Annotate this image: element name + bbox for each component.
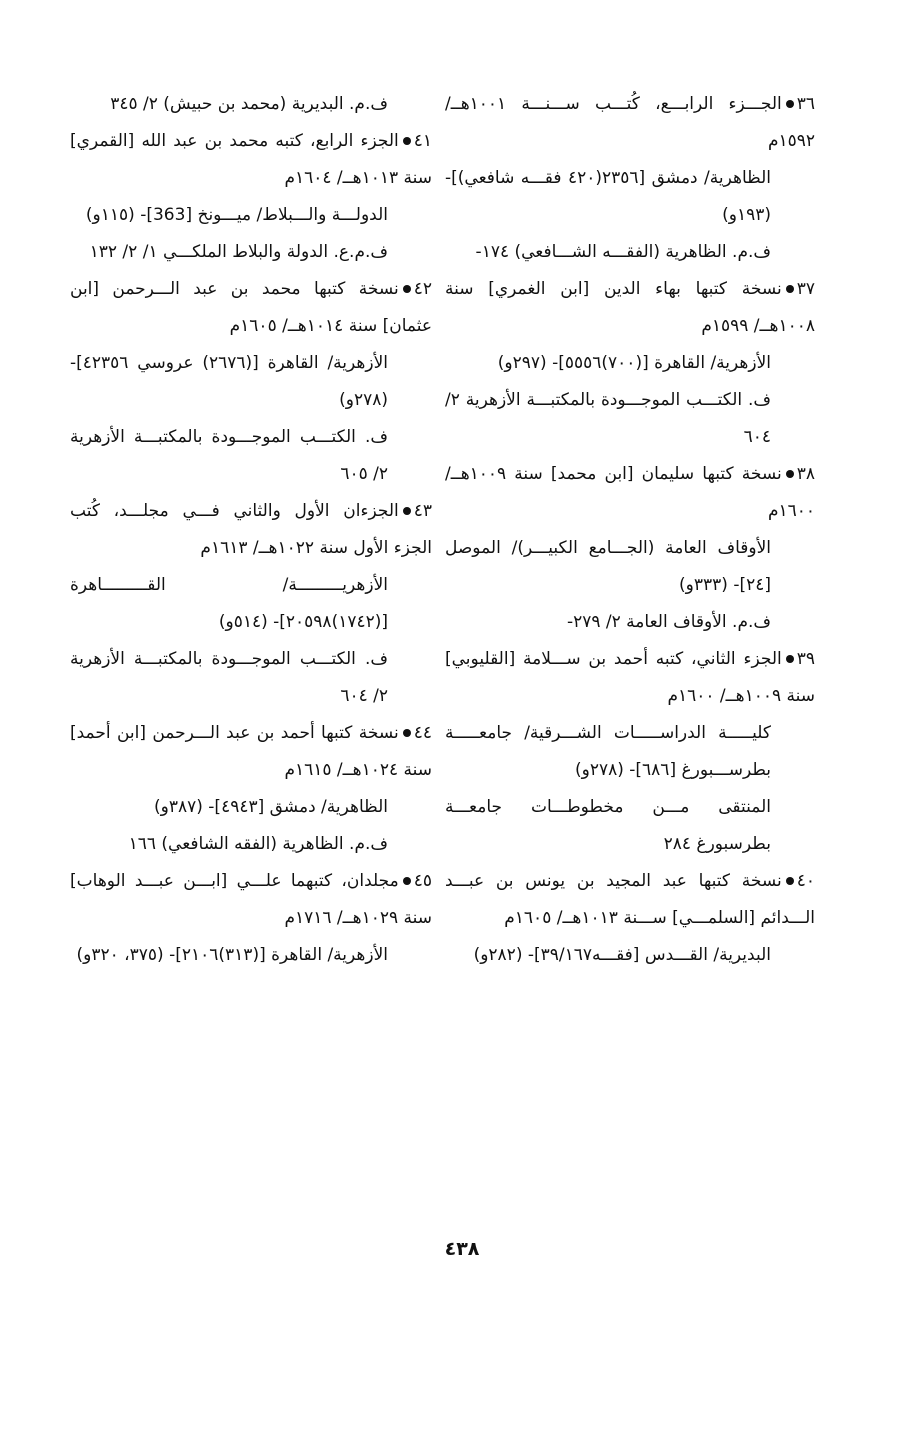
page-number: ٤٣٨ xyxy=(444,1238,480,1260)
entry-number: ٣٦ xyxy=(796,94,815,114)
entry-36 xyxy=(445,86,815,271)
entry-heading: الجزء الرابع، كتبه محمد بن عبد الله [القمري] سنة ١٠١٣هــ/ ١٦٠٤م xyxy=(70,131,432,188)
entry-line: ف.م.ع. الدولة والبلاط الملكـــي ١/ ٢/ ١٣٢ xyxy=(89,242,388,262)
entry-heading: نسخة كتبها سليمان [ابن محمد] سنة ١٠٠٩هــ/ ١٦٠٠م xyxy=(445,464,815,521)
entry-line: الظاهرية/ دمشق [٢٣٥٦(٤٢٠ فقـــه شافعي)]- (١٩٣و) xyxy=(445,168,771,225)
entry-line: الأوقاف العامة (الجـــامع الكبيـــر)/ الموصل [٢٤]- (٣٣٣و) xyxy=(445,538,771,595)
entry-number: ٤٠ xyxy=(796,871,815,891)
entry-number: ٤٣ xyxy=(413,501,432,521)
entry-number: ٤٤ xyxy=(413,723,432,743)
right-column xyxy=(445,86,815,974)
entry-42 xyxy=(70,271,432,493)
entry-40-continued xyxy=(70,86,432,123)
entry-line: ف.م. الظاهرية (الفقه الشافعي) ١٦٦ xyxy=(128,834,388,854)
entry-38 xyxy=(445,456,815,641)
entry-37 xyxy=(445,271,815,456)
bullet-icon xyxy=(786,877,794,885)
entry-number: ٤٢ xyxy=(413,279,432,299)
entry-line: الأزهريـــــــــة/ القـــــــــاهرة [(١٧٤٢)٢٠٥٩٨]- (٥١٤و) xyxy=(70,575,388,632)
entry-heading: نسخة كتبها بهاء الدين [ابن الغمري] سنة ١٠٠٨هــ/ ١٥٩٩م xyxy=(445,279,815,336)
entry-line: ف.م. الظاهرية (الفقـــه الشـــافعي) ١٧٤- xyxy=(475,242,771,262)
bullet-icon xyxy=(403,729,411,737)
bullet-icon xyxy=(786,100,794,108)
bullet-icon xyxy=(786,470,794,478)
entry-40 xyxy=(445,863,815,974)
bullet-icon xyxy=(786,285,794,293)
entry-line: المنتقى مـــن مخطوطـــات جامعـــة بطرسبورغ ٢٨٤ xyxy=(445,797,771,854)
entry-line: الأزهرية/ القاهرة [(٣١٣)٢١٠٦]- (٣٧٥، ٣٢٠و) xyxy=(76,945,388,965)
entry-line: البديرية/ القـــدس [فقـــه٣٩/١٦٧]- (٢٨٢و) xyxy=(473,945,771,965)
entry-line: ف.م. البديرية (محمد بن حبيش) ٢/ ٣٤٥ xyxy=(110,94,388,114)
entry-line: كليـــــة الدراســـــات الشـــرقية/ جامعـــــة بطرســـبورغ [٦٨٦]- (٢٧٨و) xyxy=(445,723,771,780)
bullet-icon xyxy=(403,137,411,145)
entry-line: الأزهرية/ القاهرة [(٧٠٠)٥٥٥٦]- (٢٩٧و) xyxy=(497,353,771,373)
bullet-icon xyxy=(786,655,794,663)
entry-line: ف. الكتـــب الموجـــودة بالمكتبـــة الأزهرية ٢/ ٦٠٥ xyxy=(70,427,388,484)
entry-heading: نسخة كتبها محمد بن عبد الـــرحمن [ابن عثمان] سنة ١٠١٤هــ/ ١٦٠٥م xyxy=(70,279,432,336)
entry-heading: مجلدان، كتبهما علـــي [ابـــن عبـــد الوهاب] سنة ١٠٢٩هــ/ ١٧١٦م xyxy=(70,871,432,928)
entry-heading: نسخة كتبها أحمد بن عبد الـــرحمن [ابن أحمد] سنة ١٠٢٤هــ/ ١٦١٥م xyxy=(70,723,432,780)
entry-43 xyxy=(70,493,432,715)
entry-number: ٤١ xyxy=(413,131,432,151)
entry-line: الدولـــة والـــبلاط/ ميـــونخ [363]- (١١٥و) xyxy=(85,205,388,225)
left-column xyxy=(70,86,432,974)
bullet-icon xyxy=(403,877,411,885)
entry-heading: نسخة كتبها عبد المجيد بن يونس بن عبـــد الـــدائم [السلمـــي] ســـنة ١٠١٣هــ/ ١٦٠٥م xyxy=(445,871,815,928)
entry-number: ٣٩ xyxy=(796,649,815,669)
entry-number: ٣٧ xyxy=(796,279,815,299)
entry-heading: الجزء الثاني، كتبه أحمد بن ســـلامة [القليوبي] سنة ١٠٠٩هــ/ ١٦٠٠م xyxy=(445,649,815,706)
entry-line: ف. الكتـــب الموجـــودة بالمكتبـــة الأزهرية ٢/ ٦٠٤ xyxy=(445,390,771,447)
entry-line: ف.م. الأوقاف العامة ٢/ ٢٧٩- xyxy=(566,612,771,632)
entry-line: ف. الكتـــب الموجـــودة بالمكتبـــة الأزهرية ٢/ ٦٠٤ xyxy=(70,649,388,706)
entry-41 xyxy=(70,123,432,271)
entry-39 xyxy=(445,641,815,863)
entry-45 xyxy=(70,863,432,974)
entry-heading: الجـــزء الرابـــع، كُتـــب ســـنـــة ١٠٠١هــ/ ١٥٩٢م xyxy=(445,94,815,151)
bullet-icon xyxy=(403,507,411,515)
entry-line: الظاهرية/ دمشق [٤٩٤٣]- (٣٨٧و) xyxy=(154,797,388,817)
entry-line: الأزهرية/ القاهرة [(٢٦٧٦) عروسي ٤٢٣٥٦]- (٢٧٨و) xyxy=(70,353,388,410)
entry-number: ٣٨ xyxy=(796,464,815,484)
entry-44 xyxy=(70,715,432,863)
entry-heading: الجزءان الأول والثاني فـــي مجلـــد، كُتب الجزء الأول سنة ١٠٢٢هــ/ ١٦١٣م xyxy=(70,501,432,558)
entry-number: ٤٥ xyxy=(413,871,432,891)
bullet-icon xyxy=(403,285,411,293)
